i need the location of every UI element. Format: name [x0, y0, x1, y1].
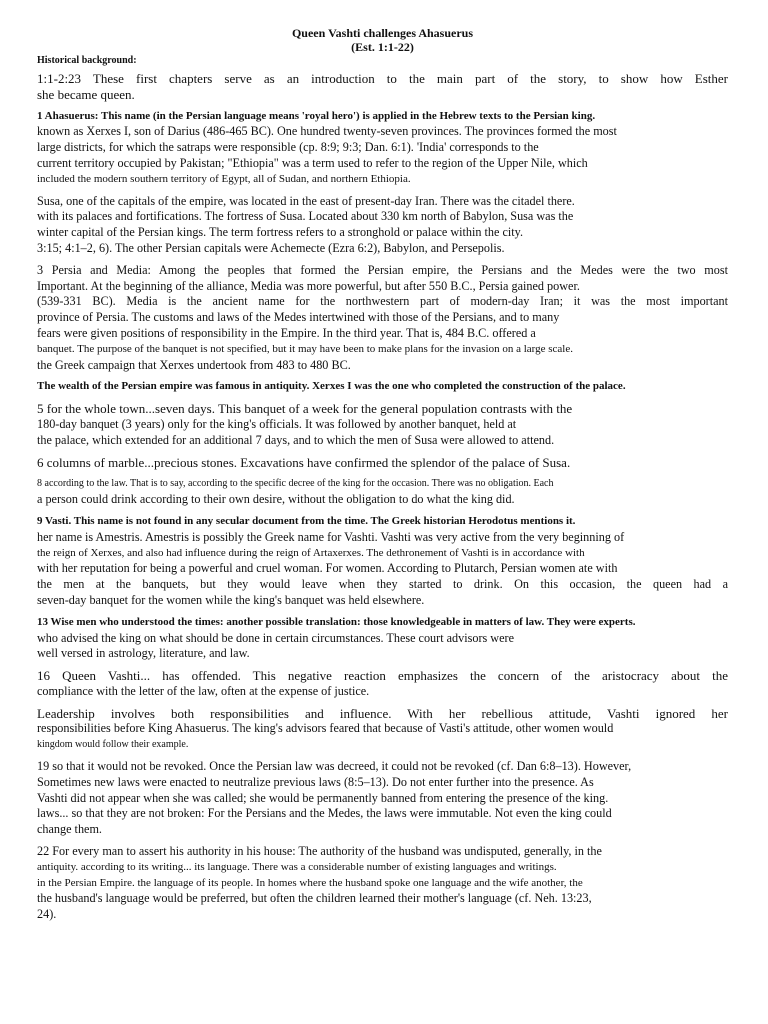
text-line: Important. At the beginning of the alliance, Media was more powerful, but after 550 B.C., Persia gained power.	[37, 278, 580, 293]
text-line: the palace, which extended for an additional 7 days, and to which the men of Susa were allowed to attend.	[37, 432, 555, 447]
text-line: 22 For every man to assert his authority in his house: The authority of the husband was undisputed, generally, in the	[37, 844, 602, 859]
text-line: 24).	[37, 907, 57, 922]
paragraph	[37, 71, 728, 103]
text-line: included the modern southern territory of Egypt, all of Sudan, and northern Ethiopia.	[37, 172, 411, 185]
text-line: the Greek campaign that Xerxes undertook from 483 to 480 BC.	[37, 357, 351, 372]
paragraph	[37, 194, 728, 257]
section-label: Historical background:	[37, 55, 137, 66]
paragraph	[37, 706, 728, 753]
text-line: 9 Vasti. This name is not found in any secular document from the time. The Greek historian Herodotus mentions it.	[37, 514, 576, 527]
text-line: banquet. The purpose of the banquet is not specified, but it may have been to make plans for the invasion on a large scale.	[37, 342, 573, 355]
text-line: Susa, one of the capitals of the empire, was located in the east of present-day Iran. There was the citadel there.	[37, 193, 575, 208]
text-line: fears were given positions of responsibility in the Empire. In the third year. That is, 484 B.C. offered a	[37, 325, 536, 340]
text-line: the men at the banquets, but they would leave when they started to drink. On this occasion, the queen had a	[37, 577, 728, 592]
text-line: laws... so that they are not broken: For the Persians and the Medes, the laws were immutable. Not even the king could	[37, 806, 612, 821]
text-line: Sometimes new laws were enacted to neutralize previous laws (8:5–13). Do not enter further into the presence. As	[37, 774, 594, 789]
text-line: 1 Ahasuerus: This name (in the Persian language means 'royal hero') is applied in the Hebrew texts to the Persian king.	[37, 109, 596, 122]
paragraph	[37, 401, 728, 448]
text-line: antiquity. according to its writing... its language. There was a considerable number of existing languages and writings.	[37, 860, 557, 873]
paragraph	[37, 263, 728, 374]
text-line: responsibilities before King Ahasuerus. The king's advisors feared that because of Vasti's attitude, other women would	[37, 721, 614, 736]
text-line: province of Persia. The customs and laws of the Medes intertwined with those of the Persians, and to many	[37, 310, 560, 325]
paragraph	[37, 844, 728, 923]
paragraph	[37, 109, 728, 188]
text-line: the husband's language would be preferred, but often the children learned their mother's language (cf. Neh. 13:23,	[37, 891, 592, 906]
paragraph	[37, 759, 728, 838]
paragraph	[37, 514, 728, 609]
text-line: The wealth of the Persian empire was famous in antiquity. Xerxes I was the one who completed the construction of the palace.	[37, 380, 626, 393]
text-line: change them.	[37, 822, 102, 837]
text-line: compliance with the letter of the law, often at the expense of justice.	[37, 683, 370, 698]
text-line: winter capital of the Persian kings. The term fortress refers to a stronghold or palace within the city.	[37, 225, 523, 240]
text-line: 6 columns of marble...precious stones. Excavations have confirmed the splendor of the palace of Susa.	[37, 454, 571, 470]
text-line: 1:1-2:23 These first chapters serve as an introduction to the main part of the story, to show how Esther	[37, 71, 728, 86]
text-line: (539-331 BC). Media is the ancient name for the northwestern part of modern-day Iran; it was the most important	[37, 294, 728, 309]
paragraph	[37, 668, 728, 700]
text-line: who advised the king on what should be done in certain circumstances. These court advisors were	[37, 630, 514, 645]
text-line: with her reputation for being a powerful and cruel woman. For women. According to Plutarch, Persian women ate with	[37, 561, 618, 576]
text-line: kingdom would follow their example.	[37, 739, 189, 751]
document-body	[37, 71, 728, 923]
text-line: seven-day banquet for the women while the king's banquet was held elsewhere.	[37, 592, 425, 607]
text-line: a person could drink according to their own desire, without the obligation to do what the king did.	[37, 492, 515, 507]
scripture-reference: (Est. 1:1-22)	[351, 40, 414, 54]
text-line: 8 according to the law. That is to say, according to the specific decree of the king for the occasion. There was no obligation. Each	[37, 478, 554, 490]
text-line: with its palaces and fortifications. The fortress of Susa. Located about 330 km north of Babylon, Susa was the	[37, 209, 574, 224]
paragraph	[37, 379, 728, 395]
text-line: current territory occupied by Pakistan; "Ethiopia" was a term used to refer to the region of the Upper Nile, which	[37, 155, 588, 170]
text-line: the reign of Xerxes, and also had influence during the reign of Artaxerxes. The dethronement of Vashti is in accordance with	[37, 546, 585, 559]
text-line: her name is Amestris. Amestris is possibly the Greek name for Vashti. Vashti was very active from the very beginning of	[37, 529, 625, 544]
paragraph	[37, 476, 728, 508]
text-line: 19 so that it would not be revoked. Once the Persian law was decreed, it could not be revoked (cf. Dan 6:8–13). However,	[37, 759, 632, 774]
text-line: known as Xerxes I, son of Darius (486-465 BC). One hundred twenty-seven provinces. The provinces formed the most	[37, 124, 617, 139]
text-line: Vashti did not appear when she was called; she would be permanently banned from entering the presence of the king.	[37, 790, 609, 805]
text-line: well versed in astrology, literature, and law.	[37, 646, 250, 661]
text-line: in the Persian Empire. the language of its people. In homes where the husband spoke one language and the wife another, the	[37, 876, 583, 889]
text-line: 3:15; 4:1–2, 6). The other Persian capitals were Achemecte (Ezra 6:2), Babylon, and Persepolis.	[37, 240, 505, 255]
text-line: Leadership involves both responsibilities and influence. With her rebellious attitude, Vashti ignored her	[37, 705, 728, 721]
paragraph	[37, 455, 728, 471]
text-line: she became queen.	[37, 86, 135, 102]
text-line: 3 Persia and Media: Among the peoples that formed the Persian empire, the Persians and the Medes were the two most	[37, 262, 728, 277]
paragraph	[37, 615, 728, 662]
text-line: 5 for the whole town...seven days. This banquet of a week for the general population contrasts with the	[37, 401, 573, 417]
text-line: large districts, for which the satraps were responsible (cp. 8:9; 9:3; Dan. 6:1). 'India' corresponds to the	[37, 140, 539, 155]
text-line: 180-day banquet (3 years) only for the king's officials. It was followed by another banquet, held at	[37, 416, 517, 431]
text-line: 16 Queen Vashti... has offended. This negative reaction emphasizes the concern of the aristocracy about the	[37, 668, 728, 684]
document-title: Queen Vashti challenges Ahasuerus	[291, 26, 474, 40]
text-line: 13 Wise men who understood the times: another possible translation: those knowledgeable in matters of law. They were experts.	[37, 615, 636, 628]
